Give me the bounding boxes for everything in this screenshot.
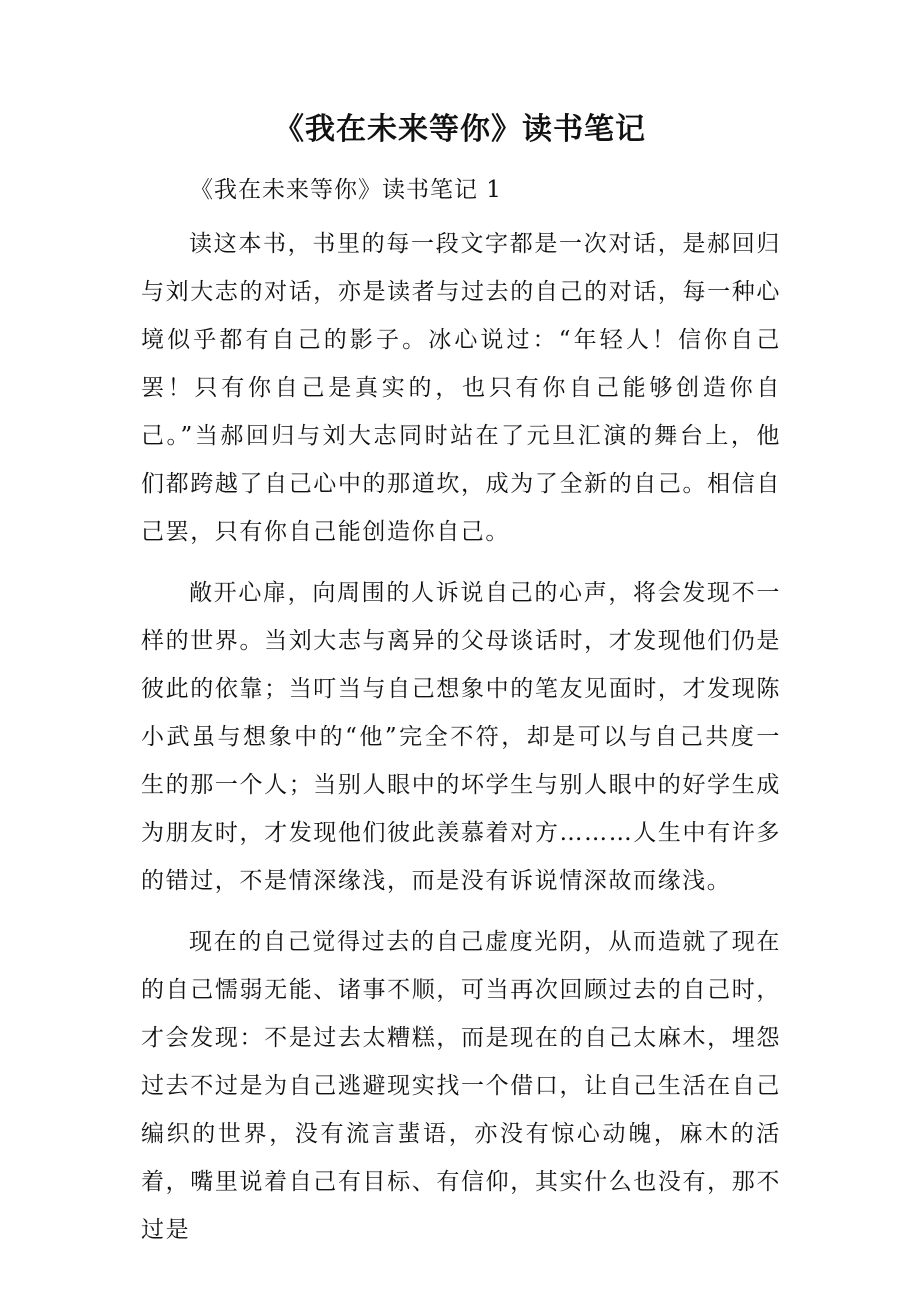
body-text — [141, 220, 781, 1267]
paragraph-3: 现在的自己觉得过去的自己虚度光阴，从而造就了现在的自己懦弱无能、诸事不顺，可当再次回顾过去的自己时，才会发现：不是过去太糟糕，而是现在的自己太麻木，埋怨过去不过是为自己逃避现实找一个借口，让自己生活在自己编织的世界，没有流言蜚语，亦没有惊心动魄，麻木的活着，嘴里说着自己有目标、有信仰，其实什么也没有，那不过是 — [141, 929, 781, 1243]
paragraph-2: 敞开心扉，向周围的人诉说自己的心声，将会发现不一样的世界。当刘大志与离异的父母谈话时，才发现他们仍是彼此的依靠；当叮当与自己想象中的笔友见面时，才发现陈小武虽与想象中的“他”完全不符，却是可以与自己共度一生的那一个人；当别人眼中的坏学生与别人眼中的好学生成为朋友时，才发现他们彼此羡慕着对方………人生中有许多的错过，不是情深缘浅，而是没有诉说情深故而缘浅。 — [141, 580, 781, 894]
paragraph-1: 读这本书，书里的每一段文字都是一次对话，是郝回归与刘大志的对话，亦是读者与过去的自己的对话，每一种心境似乎都有自己的影子。冰心说过：“年轻人！信你自己罢！只有你自己是真实的，也只有你自己能够创造你自己。”当郝回归与刘大志同时站在了元旦汇演的舞台上，他们都跨越了自己心中的那道坎，成为了全新的自己。相信自己罢，只有你自己能创造你自己。 — [141, 231, 781, 545]
document-title: 《我在未来等你》读书笔记 — [274, 112, 646, 147]
section-heading: 《我在未来等你》读书笔记 1 — [190, 177, 502, 203]
